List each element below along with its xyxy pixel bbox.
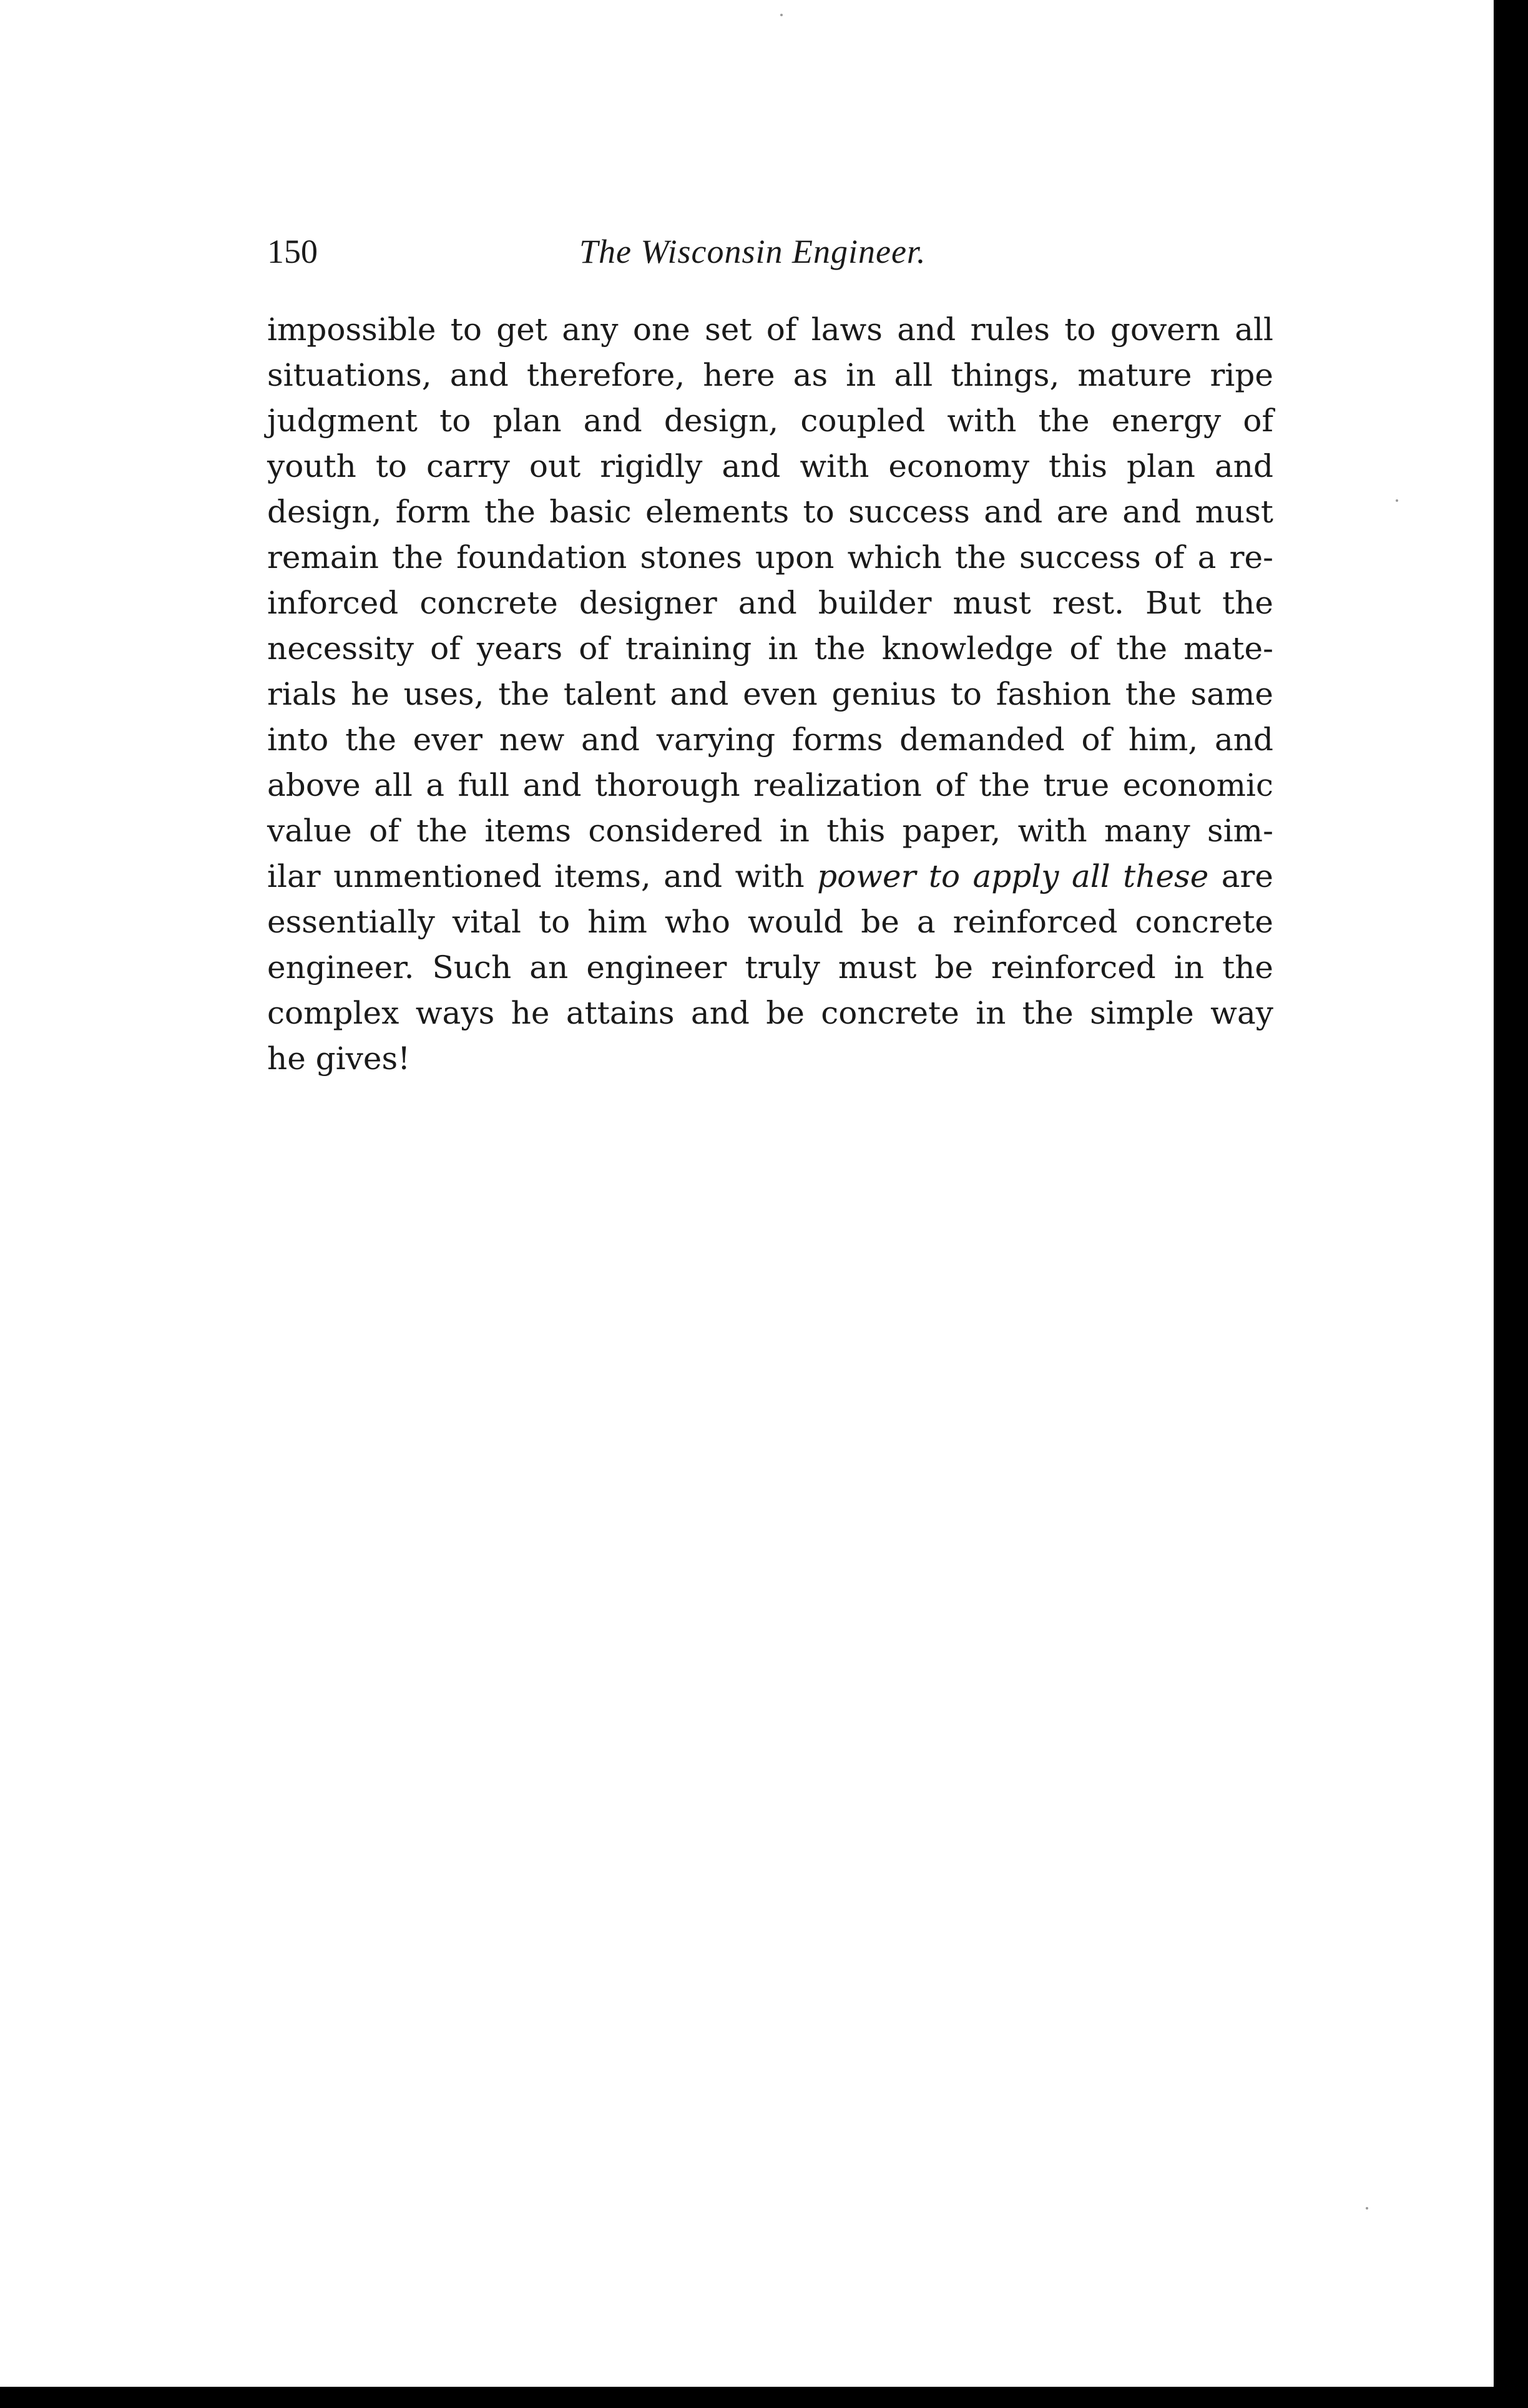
text-line: design, form the basic elements to success and are and must bbox=[267, 494, 1273, 530]
running-title: The Wisconsin Engineer. bbox=[579, 233, 926, 270]
text-line: essentially vital to him who would be a reinforced concrete bbox=[267, 904, 1273, 940]
text-line-with-emphasis bbox=[267, 854, 1273, 899]
text-line: youth to carry out rigidly and with economy this plan and bbox=[267, 448, 1273, 484]
text-segment: ilar unmentioned items, and with bbox=[267, 858, 818, 894]
text-line: above all a full and thorough realization of the true economic bbox=[267, 767, 1273, 803]
text-line: situations, and therefore, here as in all things, mature ripe bbox=[267, 357, 1273, 393]
paper-speck bbox=[780, 14, 783, 16]
text-segment: are bbox=[1208, 858, 1274, 894]
text-line: necessity of years of training in the knowledge of the mate- bbox=[267, 630, 1273, 667]
text-line: value of the items considered in this paper, with many sim- bbox=[267, 813, 1273, 849]
page-header bbox=[267, 232, 1273, 282]
page-number: 150 bbox=[267, 233, 318, 270]
text-line: into the ever new and varying forms demanded of him, and bbox=[267, 722, 1273, 758]
text-line: inforced concrete designer and builder must rest. But the bbox=[267, 585, 1273, 621]
text-line: rials he uses, the talent and even genius to fashion the same bbox=[267, 676, 1273, 712]
text-line: judgment to plan and design, coupled with the energy of bbox=[267, 403, 1273, 439]
text-line: complex ways he attains and be concrete in the simple way bbox=[267, 995, 1273, 1031]
paper-speck bbox=[1396, 499, 1398, 502]
paper-speck bbox=[1366, 2207, 1368, 2210]
text-line: impossible to get any one set of laws and rules to govern all bbox=[267, 311, 1273, 348]
text-line: he gives! bbox=[267, 1040, 411, 1077]
emphasized-phrase: power to apply all these bbox=[817, 858, 1209, 894]
text-line: remain the foundation stones upon which the success of a re- bbox=[267, 539, 1273, 575]
text-line: engineer. Such an engineer truly must be reinforced in the bbox=[267, 949, 1273, 986]
body-text bbox=[267, 307, 1273, 1082]
